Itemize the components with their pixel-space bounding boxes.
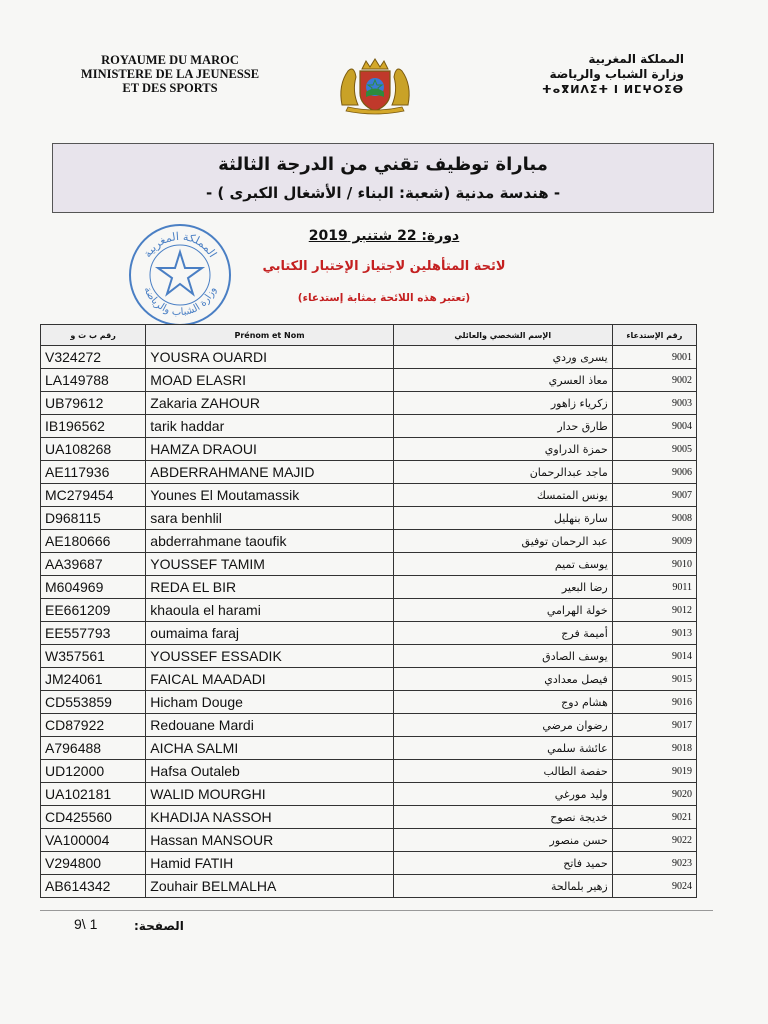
- cell-id-number: CD553859: [41, 691, 146, 714]
- cell-id-number: IB196562: [41, 415, 146, 438]
- list-title: لائحة المتأهلين لاجتياز الإختبار الكتابي: [262, 259, 506, 274]
- table-row: [41, 622, 697, 645]
- header-ar-line-1: المملكة المغربية: [588, 52, 684, 66]
- table-row: [41, 645, 697, 668]
- cell-convocation-number: 9018: [612, 737, 696, 760]
- cell-convocation-number: 9024: [612, 875, 696, 898]
- table-row: [41, 392, 697, 415]
- table-row: [41, 691, 697, 714]
- cell-convocation-number: 9009: [612, 530, 696, 553]
- cell-name-latin: Younes El Moutamassik: [146, 484, 393, 507]
- cell-name-latin: oumaima faraj: [146, 622, 393, 645]
- cell-name-arabic: يوسف الصادق: [393, 645, 612, 668]
- footer-divider: [40, 910, 713, 911]
- cell-name-arabic: هشام دوج: [393, 691, 612, 714]
- cell-name-arabic: يونس المتمسك: [393, 484, 612, 507]
- cell-convocation-number: 9020: [612, 783, 696, 806]
- cell-id-number: AB614342: [41, 875, 146, 898]
- cell-name-latin: MOAD ELASRI: [146, 369, 393, 392]
- table-body: [41, 346, 697, 898]
- table-row: [41, 530, 697, 553]
- header-name-latin: Prénom et Nom: [146, 325, 393, 346]
- table-row: [41, 668, 697, 691]
- cell-id-number: V294800: [41, 852, 146, 875]
- cell-convocation-number: 9001: [612, 346, 696, 369]
- cell-convocation-number: 9011: [612, 576, 696, 599]
- header-name-arabic: الإسم الشخصي والعائلي: [393, 325, 612, 346]
- cell-name-latin: HAMZA DRAOUI: [146, 438, 393, 461]
- cell-id-number: CD87922: [41, 714, 146, 737]
- cell-id-number: CD425560: [41, 806, 146, 829]
- cell-name-latin: AICHA SALMI: [146, 737, 393, 760]
- table-header-row: [41, 325, 697, 346]
- cell-name-latin: KHADIJA NASSOH: [146, 806, 393, 829]
- cell-name-latin: WALID MOURGHI: [146, 783, 393, 806]
- stamp-bottom-text: وزارة الشباب والرياضة: [141, 285, 219, 319]
- cell-name-arabic: وليد مورغي: [393, 783, 612, 806]
- cell-id-number: EE661209: [41, 599, 146, 622]
- exam-title: مباراة توظيف تقني من الدرجة الثالثة: [218, 154, 548, 175]
- header-arabic: [484, 52, 684, 97]
- cell-name-latin: YOUSRA OUARDI: [146, 346, 393, 369]
- header-fr-line-1: ROYAUME DU MAROC: [101, 53, 239, 67]
- header-french: [70, 53, 270, 95]
- cell-convocation-number: 9015: [612, 668, 696, 691]
- cell-name-latin: Hassan MANSOUR: [146, 829, 393, 852]
- table-row: [41, 760, 697, 783]
- cell-name-latin: Redouane Mardi: [146, 714, 393, 737]
- header-convocation-number: رقم الإستدعاء: [612, 325, 696, 346]
- header-tifinagh-line: ⵜⴰⴳⵍⴷⵉⵜ ⵏ ⵍⵎⵖⵔⵉⴱ: [541, 83, 684, 96]
- table-row: [41, 484, 697, 507]
- cell-id-number: AE180666: [41, 530, 146, 553]
- cell-name-latin: Hafsa Outaleb: [146, 760, 393, 783]
- cell-id-number: UA102181: [41, 783, 146, 806]
- cell-name-latin: FAICAL MAADADI: [146, 668, 393, 691]
- cell-convocation-number: 9012: [612, 599, 696, 622]
- cell-name-arabic: فيصل معدادي: [393, 668, 612, 691]
- cell-name-latin: sara benhlil: [146, 507, 393, 530]
- cell-name-latin: abderrahmane taoufik: [146, 530, 393, 553]
- cell-convocation-number: 9023: [612, 852, 696, 875]
- list-note: (تعتبر هذه اللائحة بمثابة إستدعاء): [297, 292, 471, 304]
- cell-id-number: UD12000: [41, 760, 146, 783]
- coat-of-arms-emblem: [336, 55, 414, 117]
- cell-name-arabic: حميد فاتح: [393, 852, 612, 875]
- table-row: [41, 461, 697, 484]
- cell-id-number: LA149788: [41, 369, 146, 392]
- session-date-text: دورة: 22 شتنبر 2019: [308, 228, 460, 244]
- cell-name-arabic: سارة بنهليل: [393, 507, 612, 530]
- cell-id-number: UA108268: [41, 438, 146, 461]
- cell-name-arabic: عبد الرحمان توفيق: [393, 530, 612, 553]
- cell-name-latin: Zouhair BELMALHA: [146, 875, 393, 898]
- cell-convocation-number: 9005: [612, 438, 696, 461]
- header-ar-line-2: وزارة الشباب والرياضة: [549, 67, 684, 81]
- cell-name-arabic: رضوان مرضي: [393, 714, 612, 737]
- cell-id-number: A796488: [41, 737, 146, 760]
- cell-name-arabic: ماجد عبدالرحمان: [393, 461, 612, 484]
- cell-convocation-number: 9014: [612, 645, 696, 668]
- table-row: [41, 875, 697, 898]
- page-label: الصفحة:: [134, 919, 184, 933]
- table-row: [41, 369, 697, 392]
- cell-name-arabic: خديجة نصوح: [393, 806, 612, 829]
- cell-id-number: JM24061: [41, 668, 146, 691]
- table-row: [41, 415, 697, 438]
- cell-name-latin: REDA EL BIR: [146, 576, 393, 599]
- table-row: [41, 737, 697, 760]
- table-row: [41, 553, 697, 576]
- cell-id-number: M604969: [41, 576, 146, 599]
- cell-name-arabic: يوسف تميم: [393, 553, 612, 576]
- table-row: [41, 852, 697, 875]
- title-box: [52, 143, 714, 213]
- cell-convocation-number: 9016: [612, 691, 696, 714]
- session-date: [0, 228, 768, 244]
- cell-convocation-number: 9013: [612, 622, 696, 645]
- header-id-number: رقم ب ت و: [41, 325, 146, 346]
- cell-name-arabic: رضا البعير: [393, 576, 612, 599]
- cell-convocation-number: 9006: [612, 461, 696, 484]
- cell-name-latin: Hamid FATIH: [146, 852, 393, 875]
- table-row: [41, 599, 697, 622]
- cell-name-arabic: عائشة سلمي: [393, 737, 612, 760]
- cell-name-arabic: خولة الهرامي: [393, 599, 612, 622]
- table-row: [41, 576, 697, 599]
- cell-name-arabic: زهير بلمالحة: [393, 875, 612, 898]
- header-fr-line-2: MINISTERE DE LA JEUNESSE: [80, 67, 260, 81]
- page-number: 9\ 1: [74, 916, 98, 932]
- cell-name-latin: ABDERRAHMANE MAJID: [146, 461, 393, 484]
- cell-convocation-number: 9017: [612, 714, 696, 737]
- cell-name-arabic: حمزة الدراوي: [393, 438, 612, 461]
- cell-convocation-number: 9007: [612, 484, 696, 507]
- cell-convocation-number: 9002: [612, 369, 696, 392]
- cell-name-arabic: معاذ العسري: [393, 369, 612, 392]
- table-row: [41, 346, 697, 369]
- cell-name-latin: tarik haddar: [146, 415, 393, 438]
- cell-id-number: EE557793: [41, 622, 146, 645]
- cell-convocation-number: 9022: [612, 829, 696, 852]
- cell-name-latin: Zakaria ZAHOUR: [146, 392, 393, 415]
- cell-id-number: MC279454: [41, 484, 146, 507]
- cell-convocation-number: 9019: [612, 760, 696, 783]
- cell-name-latin: YOUSSEF ESSADIK: [146, 645, 393, 668]
- cell-name-latin: YOUSSEF TAMIM: [146, 553, 393, 576]
- cell-id-number: AE117936: [41, 461, 146, 484]
- cell-id-number: AA39687: [41, 553, 146, 576]
- cell-name-arabic: زكرياء زاهور: [393, 392, 612, 415]
- cell-id-number: W357561: [41, 645, 146, 668]
- table-row: [41, 507, 697, 530]
- cell-name-arabic: حسن منصور: [393, 829, 612, 852]
- stamp-top-text: المملكة المغربية: [140, 229, 220, 260]
- cell-id-number: V324272: [41, 346, 146, 369]
- cell-convocation-number: 9010: [612, 553, 696, 576]
- header-fr-line-3: ET DES SPORTS: [122, 81, 218, 95]
- cell-name-latin: khaoula el harami: [146, 599, 393, 622]
- table-row: [41, 714, 697, 737]
- cell-convocation-number: 9004: [612, 415, 696, 438]
- cell-name-arabic: يسرى وردي: [393, 346, 612, 369]
- cell-name-arabic: حفصة الطالب: [393, 760, 612, 783]
- table-row: [41, 829, 697, 852]
- cell-id-number: UB79612: [41, 392, 146, 415]
- cell-name-arabic: أميمة فرج: [393, 622, 612, 645]
- table-row: [41, 438, 697, 461]
- cell-name-latin: Hicham Douge: [146, 691, 393, 714]
- cell-convocation-number: 9021: [612, 806, 696, 829]
- table-row: [41, 806, 697, 829]
- cell-id-number: VA100004: [41, 829, 146, 852]
- candidates-table: [40, 324, 697, 898]
- cell-convocation-number: 9008: [612, 507, 696, 530]
- cell-convocation-number: 9003: [612, 392, 696, 415]
- table-row: [41, 783, 697, 806]
- cell-name-arabic: طارق حدار: [393, 415, 612, 438]
- cell-id-number: D968115: [41, 507, 146, 530]
- exam-specialty: - هندسة مدنية (شعبة: البناء / الأشغال الكبرى ) -: [205, 184, 561, 202]
